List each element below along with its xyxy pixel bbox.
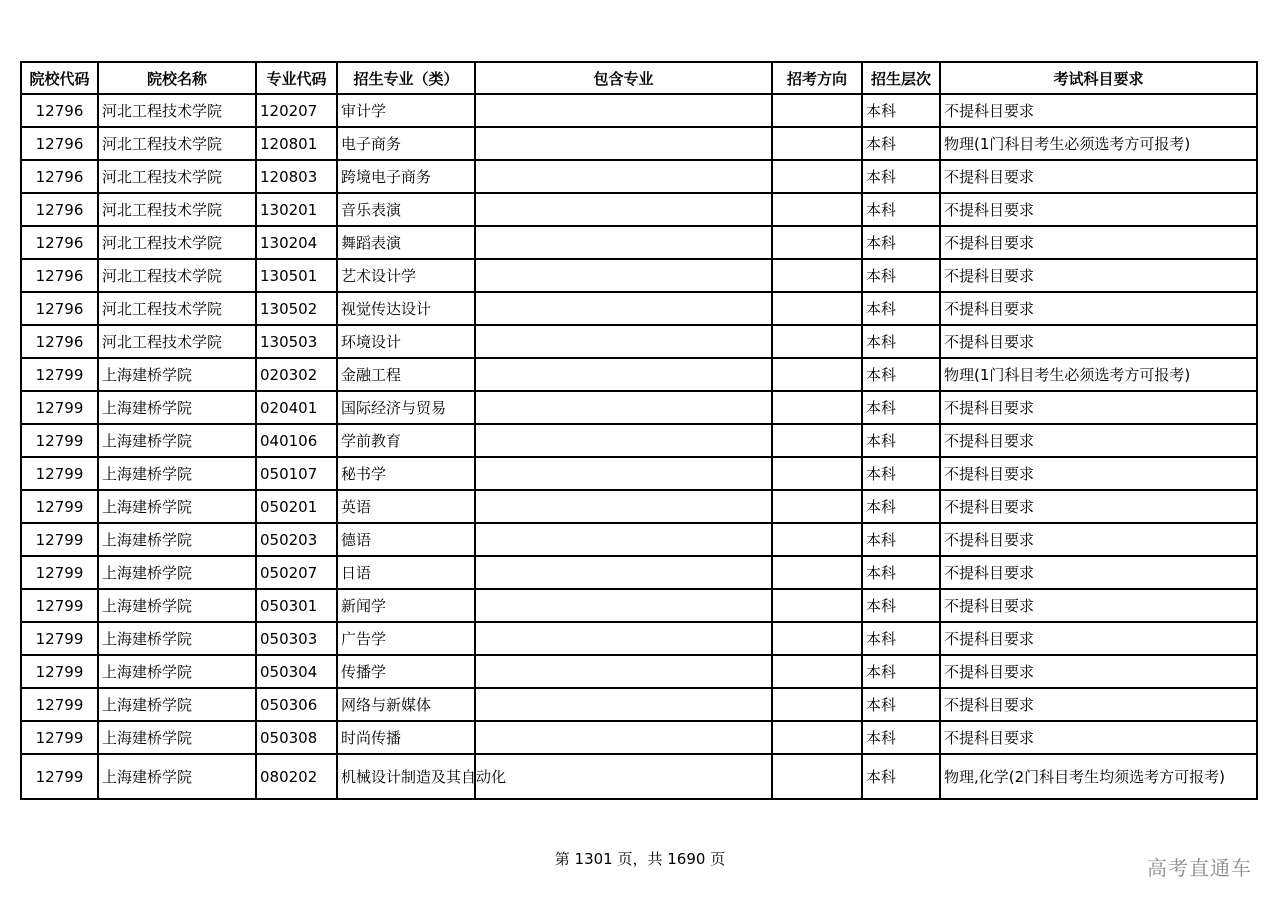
page-number: 第 1301 页，共 1690 页 xyxy=(554,850,726,868)
table-row xyxy=(21,523,1257,556)
cell-subject-requirement: 不提科目要求 xyxy=(940,160,1257,193)
cell-school-name: 上海建桥学院 xyxy=(98,424,256,457)
cell-direction xyxy=(772,622,862,655)
cell-major: 广告学 xyxy=(337,622,475,655)
cell-school-name: 上海建桥学院 xyxy=(98,358,256,391)
cell-school-name: 河北工程技术学院 xyxy=(98,160,256,193)
cell-included-majors xyxy=(475,523,772,556)
cell-direction xyxy=(772,193,862,226)
cell-included-majors xyxy=(475,160,772,193)
cell-level: 本科 xyxy=(862,721,940,754)
cell-subject-requirement: 不提科目要求 xyxy=(940,259,1257,292)
cell-school-name: 上海建桥学院 xyxy=(98,589,256,622)
cell-school-name: 上海建桥学院 xyxy=(98,655,256,688)
cell-school-code: 12799 xyxy=(21,589,98,622)
cell-included-majors xyxy=(475,556,772,589)
table-row xyxy=(21,490,1257,523)
cell-major-code: 050107 xyxy=(256,457,337,490)
cell-school-code: 12796 xyxy=(21,292,98,325)
cell-major-code: 130503 xyxy=(256,325,337,358)
cell-major-code: 050303 xyxy=(256,622,337,655)
cell-major-code: 050304 xyxy=(256,655,337,688)
cell-direction xyxy=(772,589,862,622)
cell-direction xyxy=(772,292,862,325)
cell-direction xyxy=(772,721,862,754)
cell-major-code: 050301 xyxy=(256,589,337,622)
cell-major: 环境设计 xyxy=(337,325,475,358)
table-row xyxy=(21,556,1257,589)
cell-level: 本科 xyxy=(862,589,940,622)
cell-school-code: 12796 xyxy=(21,193,98,226)
cell-included-majors xyxy=(475,325,772,358)
cell-major: 跨境电子商务 xyxy=(337,160,475,193)
header-school-name: 院校名称 xyxy=(98,62,256,94)
cell-major: 视觉传达设计 xyxy=(337,292,475,325)
cell-major: 金融工程 xyxy=(337,358,475,391)
cell-subject-requirement: 不提科目要求 xyxy=(940,325,1257,358)
cell-level: 本科 xyxy=(862,490,940,523)
cell-level: 本科 xyxy=(862,160,940,193)
cell-included-majors xyxy=(475,622,772,655)
cell-major: 机械设计制造及其自动化 xyxy=(337,754,475,799)
cell-included-majors xyxy=(475,127,772,160)
cell-school-code: 12799 xyxy=(21,523,98,556)
cell-subject-requirement: 不提科目要求 xyxy=(940,424,1257,457)
cell-school-name: 上海建桥学院 xyxy=(98,523,256,556)
cell-major-code: 130501 xyxy=(256,259,337,292)
cell-major: 艺术设计学 xyxy=(337,259,475,292)
cell-major-code: 050203 xyxy=(256,523,337,556)
table-row xyxy=(21,226,1257,259)
cell-major-code: 050201 xyxy=(256,490,337,523)
cell-school-name: 河北工程技术学院 xyxy=(98,259,256,292)
cell-subject-requirement: 不提科目要求 xyxy=(940,721,1257,754)
cell-major-code: 020401 xyxy=(256,391,337,424)
table-row xyxy=(21,292,1257,325)
cell-major-code: 080202 xyxy=(256,754,337,799)
cell-subject-requirement: 不提科目要求 xyxy=(940,589,1257,622)
cell-school-name: 上海建桥学院 xyxy=(98,721,256,754)
table-row xyxy=(21,94,1257,127)
cell-school-name: 河北工程技术学院 xyxy=(98,127,256,160)
cell-subject-requirement: 不提科目要求 xyxy=(940,655,1257,688)
cell-subject-requirement: 不提科目要求 xyxy=(940,94,1257,127)
cell-included-majors xyxy=(475,655,772,688)
cell-included-majors xyxy=(475,193,772,226)
cell-school-code: 12796 xyxy=(21,325,98,358)
cell-major: 日语 xyxy=(337,556,475,589)
cell-school-code: 12799 xyxy=(21,457,98,490)
cell-school-name: 河北工程技术学院 xyxy=(98,292,256,325)
cell-level: 本科 xyxy=(862,325,940,358)
cell-subject-requirement: 不提科目要求 xyxy=(940,556,1257,589)
cell-level: 本科 xyxy=(862,457,940,490)
cell-level: 本科 xyxy=(862,226,940,259)
cell-direction xyxy=(772,325,862,358)
cell-level: 本科 xyxy=(862,259,940,292)
cell-included-majors xyxy=(475,754,772,799)
header-major: 招生专业（类） xyxy=(337,62,475,94)
cell-major: 电子商务 xyxy=(337,127,475,160)
cell-subject-requirement: 不提科目要求 xyxy=(940,622,1257,655)
cell-major: 审计学 xyxy=(337,94,475,127)
cell-direction xyxy=(772,94,862,127)
cell-direction xyxy=(772,490,862,523)
cell-major-code: 020302 xyxy=(256,358,337,391)
cell-major-code: 050306 xyxy=(256,688,337,721)
table-row xyxy=(21,424,1257,457)
cell-subject-requirement: 物理(1门科目考生必须选考方可报考) xyxy=(940,358,1257,391)
cell-included-majors xyxy=(475,391,772,424)
cell-major: 国际经济与贸易 xyxy=(337,391,475,424)
cell-level: 本科 xyxy=(862,424,940,457)
cell-subject-requirement: 不提科目要求 xyxy=(940,391,1257,424)
cell-level: 本科 xyxy=(862,523,940,556)
cell-included-majors xyxy=(475,259,772,292)
cell-level: 本科 xyxy=(862,127,940,160)
table-row xyxy=(21,622,1257,655)
cell-subject-requirement: 不提科目要求 xyxy=(940,523,1257,556)
admission-requirements-table xyxy=(20,61,1258,800)
cell-subject-requirement: 不提科目要求 xyxy=(940,688,1257,721)
cell-included-majors xyxy=(475,688,772,721)
cell-included-majors xyxy=(475,490,772,523)
table-row xyxy=(21,127,1257,160)
cell-major-code: 040106 xyxy=(256,424,337,457)
table-row xyxy=(21,391,1257,424)
cell-direction xyxy=(772,160,862,193)
cell-school-name: 上海建桥学院 xyxy=(98,391,256,424)
header-school-code: 院校代码 xyxy=(21,62,98,94)
cell-major-code: 050308 xyxy=(256,721,337,754)
cell-school-name: 上海建桥学院 xyxy=(98,622,256,655)
cell-major-code: 120801 xyxy=(256,127,337,160)
table-row xyxy=(21,688,1257,721)
cell-direction xyxy=(772,754,862,799)
cell-major: 德语 xyxy=(337,523,475,556)
table-row xyxy=(21,160,1257,193)
cell-school-name: 河北工程技术学院 xyxy=(98,193,256,226)
cell-school-code: 12796 xyxy=(21,226,98,259)
cell-subject-requirement: 不提科目要求 xyxy=(940,490,1257,523)
header-level: 招生层次 xyxy=(862,62,940,94)
cell-level: 本科 xyxy=(862,292,940,325)
cell-school-code: 12799 xyxy=(21,655,98,688)
cell-included-majors xyxy=(475,226,772,259)
cell-direction xyxy=(772,424,862,457)
cell-level: 本科 xyxy=(862,94,940,127)
cell-school-code: 12799 xyxy=(21,754,98,799)
cell-direction xyxy=(772,688,862,721)
cell-subject-requirement: 物理,化学(2门科目考生均须选考方可报考) xyxy=(940,754,1257,799)
cell-school-name: 上海建桥学院 xyxy=(98,490,256,523)
table-body xyxy=(21,94,1257,799)
cell-major-code: 120207 xyxy=(256,94,337,127)
cell-level: 本科 xyxy=(862,358,940,391)
cell-major: 音乐表演 xyxy=(337,193,475,226)
cell-direction xyxy=(772,457,862,490)
cell-school-code: 12796 xyxy=(21,259,98,292)
cell-school-code: 12796 xyxy=(21,160,98,193)
table-row xyxy=(21,721,1257,754)
cell-direction xyxy=(772,655,862,688)
table-row xyxy=(21,655,1257,688)
cell-subject-requirement: 不提科目要求 xyxy=(940,457,1257,490)
header-major-code: 专业代码 xyxy=(256,62,337,94)
cell-level: 本科 xyxy=(862,193,940,226)
table-row xyxy=(21,754,1257,799)
table-header-row xyxy=(21,62,1257,94)
cell-school-code: 12796 xyxy=(21,94,98,127)
table-row xyxy=(21,358,1257,391)
header-direction: 招考方向 xyxy=(772,62,862,94)
cell-direction xyxy=(772,391,862,424)
cell-school-name: 上海建桥学院 xyxy=(98,688,256,721)
header-included-majors: 包含专业 xyxy=(475,62,772,94)
cell-major: 时尚传播 xyxy=(337,721,475,754)
cell-included-majors xyxy=(475,721,772,754)
watermark: 高考直通车 xyxy=(1147,856,1252,880)
cell-level: 本科 xyxy=(862,754,940,799)
table-row xyxy=(21,325,1257,358)
cell-school-code: 12799 xyxy=(21,688,98,721)
cell-direction xyxy=(772,556,862,589)
cell-major-code: 050207 xyxy=(256,556,337,589)
cell-school-name: 上海建桥学院 xyxy=(98,754,256,799)
cell-direction xyxy=(772,523,862,556)
cell-school-name: 河北工程技术学院 xyxy=(98,226,256,259)
cell-school-code: 12799 xyxy=(21,721,98,754)
cell-major: 英语 xyxy=(337,490,475,523)
cell-major: 新闻学 xyxy=(337,589,475,622)
cell-major: 学前教育 xyxy=(337,424,475,457)
cell-school-code: 12796 xyxy=(21,127,98,160)
cell-school-code: 12799 xyxy=(21,424,98,457)
cell-included-majors xyxy=(475,94,772,127)
cell-included-majors xyxy=(475,589,772,622)
cell-school-name: 河北工程技术学院 xyxy=(98,325,256,358)
cell-level: 本科 xyxy=(862,622,940,655)
cell-school-code: 12799 xyxy=(21,358,98,391)
table-row xyxy=(21,259,1257,292)
cell-major-code: 120803 xyxy=(256,160,337,193)
cell-major: 舞蹈表演 xyxy=(337,226,475,259)
cell-school-code: 12799 xyxy=(21,622,98,655)
cell-direction xyxy=(772,226,862,259)
cell-included-majors xyxy=(475,457,772,490)
cell-school-code: 12799 xyxy=(21,490,98,523)
cell-direction xyxy=(772,259,862,292)
table-row xyxy=(21,193,1257,226)
cell-level: 本科 xyxy=(862,556,940,589)
cell-school-code: 12799 xyxy=(21,556,98,589)
cell-school-name: 上海建桥学院 xyxy=(98,556,256,589)
cell-direction xyxy=(772,127,862,160)
cell-school-name: 上海建桥学院 xyxy=(98,457,256,490)
cell-subject-requirement: 不提科目要求 xyxy=(940,292,1257,325)
cell-school-name: 河北工程技术学院 xyxy=(98,94,256,127)
cell-level: 本科 xyxy=(862,391,940,424)
cell-major: 秘书学 xyxy=(337,457,475,490)
table-row xyxy=(21,589,1257,622)
cell-major-code: 130204 xyxy=(256,226,337,259)
cell-included-majors xyxy=(475,424,772,457)
table-row xyxy=(21,457,1257,490)
cell-subject-requirement: 不提科目要求 xyxy=(940,193,1257,226)
cell-school-code: 12799 xyxy=(21,391,98,424)
cell-subject-requirement: 不提科目要求 xyxy=(940,226,1257,259)
cell-major: 传播学 xyxy=(337,655,475,688)
cell-level: 本科 xyxy=(862,688,940,721)
header-subject-requirement: 考试科目要求 xyxy=(940,62,1257,94)
cell-level: 本科 xyxy=(862,655,940,688)
cell-included-majors xyxy=(475,358,772,391)
cell-direction xyxy=(772,358,862,391)
cell-included-majors xyxy=(475,292,772,325)
cell-major: 网络与新媒体 xyxy=(337,688,475,721)
cell-subject-requirement: 物理(1门科目考生必须选考方可报考) xyxy=(940,127,1257,160)
cell-major-code: 130201 xyxy=(256,193,337,226)
cell-major-code: 130502 xyxy=(256,292,337,325)
